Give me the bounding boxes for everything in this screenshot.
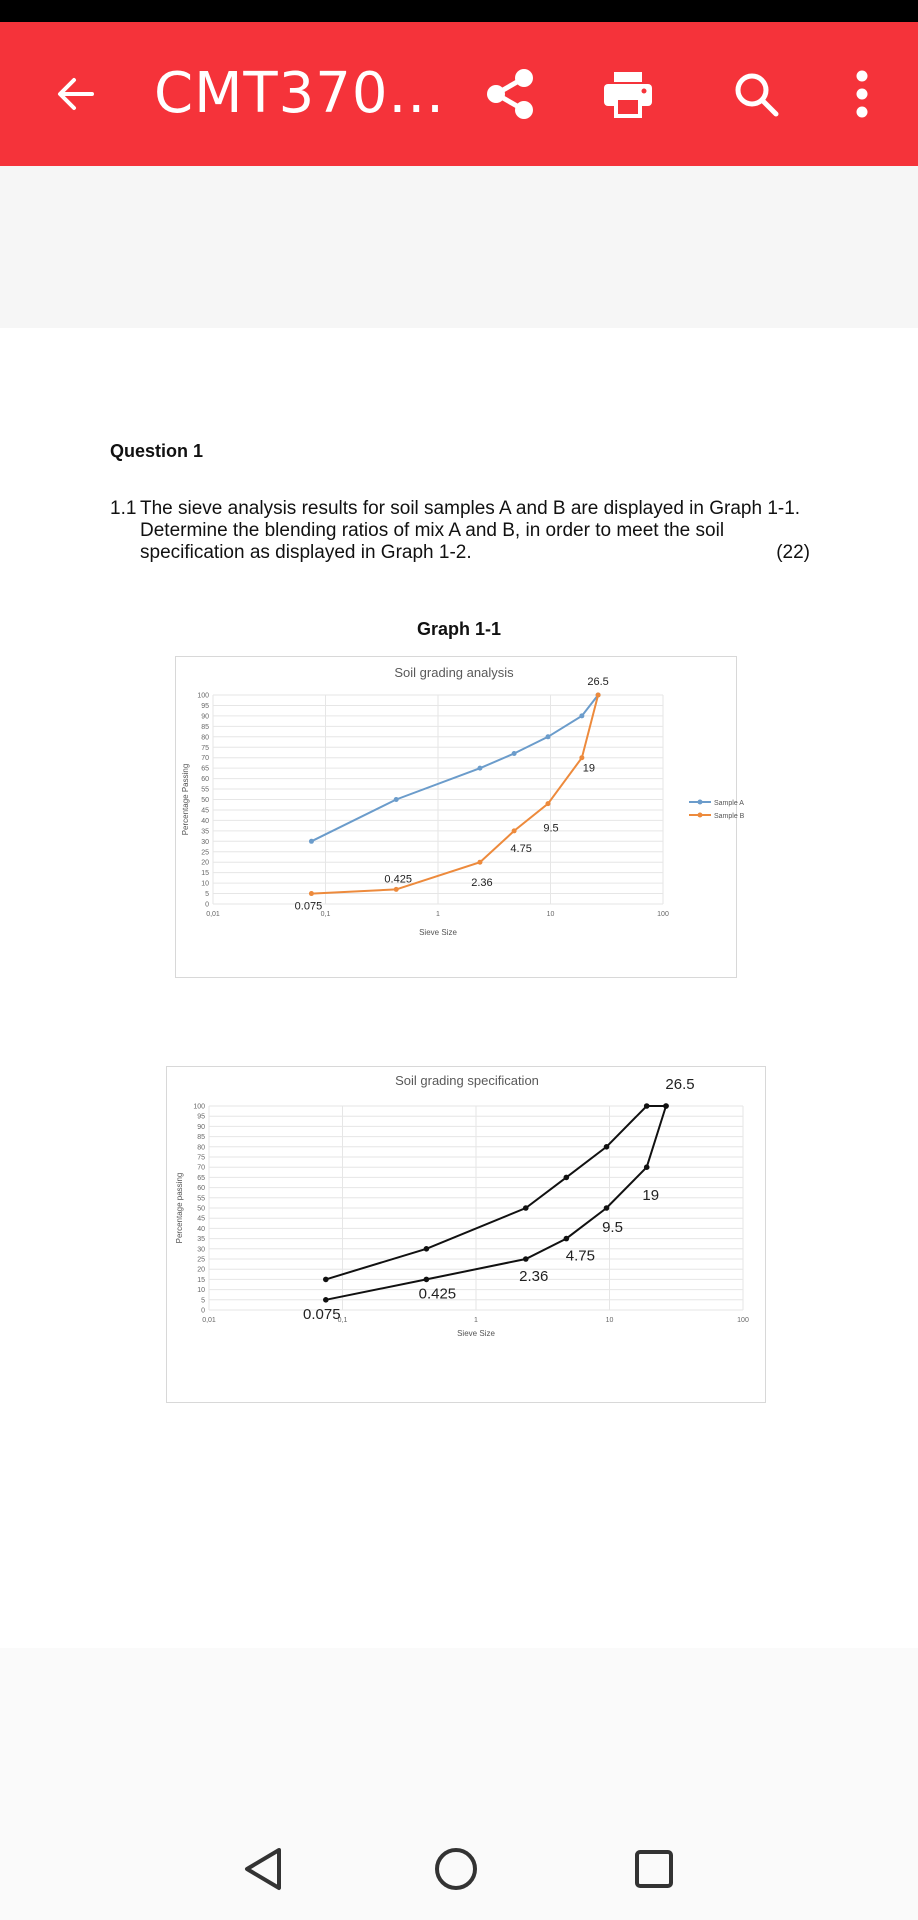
y-tick-label: 15 — [201, 870, 209, 878]
sieve-annotation: 0.075 — [303, 1305, 341, 1323]
y-tick-label: 95 — [197, 1113, 205, 1121]
data-point — [512, 751, 517, 756]
data-point — [644, 1164, 650, 1170]
data-point — [477, 766, 482, 771]
app-bar — [0, 22, 918, 166]
y-tick-label: 0 — [201, 1307, 205, 1315]
data-point — [394, 797, 399, 802]
legend-label: Sample B — [714, 813, 745, 820]
share-icon[interactable] — [478, 22, 542, 166]
x-tick-label: 1 — [474, 1317, 478, 1324]
question-heading: Question 1 — [110, 441, 204, 461]
sieve-annotation: 0.425 — [384, 873, 412, 886]
sieve-annotation: 9.5 — [543, 822, 559, 835]
series-line-2 — [326, 1106, 666, 1303]
search-icon[interactable] — [724, 22, 788, 166]
x-tick-label: 10 — [605, 1317, 614, 1324]
data-point — [596, 693, 601, 698]
legend-marker — [698, 813, 703, 818]
data-point — [545, 801, 550, 806]
chart-2-svg — [167, 1067, 765, 1402]
y-tick-label: 60 — [197, 1185, 205, 1193]
data-point — [579, 713, 584, 718]
status-bar — [0, 0, 918, 22]
document-page — [0, 328, 918, 1648]
data-point — [523, 1256, 529, 1262]
y-tick-label: 70 — [201, 755, 209, 763]
document-title: CMT370... — [154, 61, 445, 126]
y-tick-label: 5 — [201, 1297, 205, 1305]
data-point — [512, 828, 517, 833]
data-point — [323, 1297, 329, 1303]
chart-title: Soil grading analysis — [394, 665, 514, 680]
x-tick-label: 1 — [436, 911, 440, 918]
y-tick-label: 85 — [197, 1134, 205, 1142]
y-tick-label: 75 — [201, 744, 209, 752]
x-axis-label: Sieve Size — [457, 1329, 495, 1338]
more-vert-icon[interactable] — [842, 22, 882, 166]
y-tick-label: 30 — [201, 838, 209, 846]
series-line-2 — [311, 695, 598, 894]
data-point — [564, 1236, 570, 1242]
data-point — [424, 1246, 430, 1252]
back-arrow-icon[interactable] — [38, 22, 114, 166]
nav-home-icon[interactable] — [433, 1846, 479, 1897]
sieve-annotation: 4.75 — [565, 1247, 595, 1265]
y-tick-label: 25 — [197, 1256, 205, 1264]
y-tick-label: 0 — [205, 901, 209, 909]
y-tick-label: 70 — [197, 1164, 205, 1172]
y-tick-label: 55 — [197, 1195, 205, 1203]
x-tick-label: 0,01 — [202, 1317, 216, 1324]
data-point — [394, 887, 399, 892]
y-tick-label: 90 — [201, 713, 209, 721]
data-point — [579, 755, 584, 760]
y-tick-label: 50 — [201, 797, 209, 804]
y-tick-label: 65 — [201, 765, 209, 773]
sieve-annotation: 0.425 — [418, 1285, 457, 1303]
data-point — [523, 1205, 529, 1211]
x-tick-label: 0,01 — [206, 911, 220, 918]
y-tick-label: 80 — [201, 734, 209, 742]
y-tick-label: 40 — [197, 1225, 205, 1233]
navigation-bar — [0, 1648, 918, 1920]
data-point — [663, 1103, 669, 1109]
x-tick-label: 100 — [657, 911, 669, 918]
y-axis-label: Percentage passing — [175, 1172, 184, 1244]
data-point — [309, 839, 314, 844]
data-point — [309, 891, 314, 896]
graph-1-heading: Graph 1-1 — [416, 619, 502, 639]
print-icon[interactable] — [596, 22, 660, 166]
y-tick-label: 35 — [197, 1236, 205, 1244]
chart-1-svg — [176, 657, 745, 977]
y-axis-label: Percentage Passing — [181, 763, 190, 836]
page-gap — [0, 166, 918, 328]
y-tick-label: 50 — [197, 1205, 205, 1213]
question-line-2: Determine the blending ratios of mix A and B, in order to meet the soil — [140, 520, 725, 541]
nav-back-icon[interactable] — [241, 1846, 285, 1897]
chart-soil-grading-analysis — [175, 656, 745, 978]
sieve-annotation: 2.36 — [519, 1268, 549, 1285]
question-line-1: The sieve analysis results for soil samples A and B are displayed in Graph 1-1. — [140, 498, 801, 519]
chart-title: Soil grading specification — [395, 1073, 539, 1088]
data-point — [564, 1175, 570, 1181]
y-tick-label: 25 — [201, 849, 209, 857]
y-tick-label: 65 — [197, 1174, 205, 1182]
sieve-annotation: 26.5 — [665, 1076, 695, 1093]
y-tick-label: 85 — [201, 723, 209, 731]
y-tick-label: 75 — [197, 1154, 205, 1162]
y-tick-label: 45 — [197, 1215, 205, 1223]
x-tick-label: 0,1 — [320, 911, 331, 918]
data-point — [323, 1277, 329, 1283]
data-point — [545, 734, 550, 739]
question-line-3: specification as displayed in Graph 1-2. — [140, 542, 472, 563]
sieve-annotation: 4.75 — [510, 842, 532, 855]
y-tick-label: 55 — [201, 786, 209, 794]
x-tick-label: 10 — [546, 911, 555, 918]
y-tick-label: 90 — [197, 1123, 205, 1131]
y-tick-label: 80 — [197, 1144, 205, 1152]
chart-soil-grading-specification — [166, 1066, 766, 1403]
x-axis-label: Sieve Size — [419, 928, 457, 937]
data-point — [604, 1205, 610, 1211]
y-tick-label: 20 — [201, 859, 209, 867]
data-point — [644, 1103, 650, 1109]
sieve-annotation: 19 — [642, 1187, 660, 1205]
y-tick-label: 10 — [201, 880, 209, 888]
legend-marker — [698, 800, 703, 805]
y-tick-label: 20 — [197, 1266, 205, 1274]
y-tick-label: 45 — [201, 807, 209, 815]
legend-label: Sample A — [714, 800, 744, 807]
sieve-annotation: 0.075 — [294, 900, 323, 913]
question-text — [110, 498, 810, 564]
sieve-annotation: 26.5 — [587, 676, 609, 688]
y-tick-label: 35 — [201, 828, 209, 836]
y-tick-label: 100 — [197, 692, 209, 700]
y-tick-label: 30 — [197, 1246, 205, 1254]
question-number: 1.1 — [110, 498, 137, 519]
y-tick-label: 60 — [201, 776, 209, 784]
y-tick-label: 95 — [201, 702, 209, 710]
y-tick-label: 5 — [205, 891, 209, 899]
y-tick-label: 10 — [197, 1287, 205, 1295]
y-tick-label: 40 — [201, 817, 209, 825]
y-tick-label: 100 — [193, 1103, 205, 1111]
data-point — [604, 1144, 610, 1150]
series-line-1 — [326, 1106, 666, 1279]
sieve-annotation: 2.36 — [471, 877, 493, 890]
x-tick-label: 100 — [737, 1317, 749, 1324]
y-tick-label: 15 — [197, 1276, 205, 1284]
data-point — [477, 860, 482, 865]
x-tick-label: 0,1 — [337, 1317, 348, 1324]
data-point — [424, 1277, 430, 1283]
question-marks: (22) — [776, 542, 810, 563]
nav-recents-icon[interactable] — [633, 1848, 675, 1895]
sieve-annotation: 19 — [582, 762, 595, 775]
sieve-annotation: 9.5 — [602, 1219, 623, 1236]
